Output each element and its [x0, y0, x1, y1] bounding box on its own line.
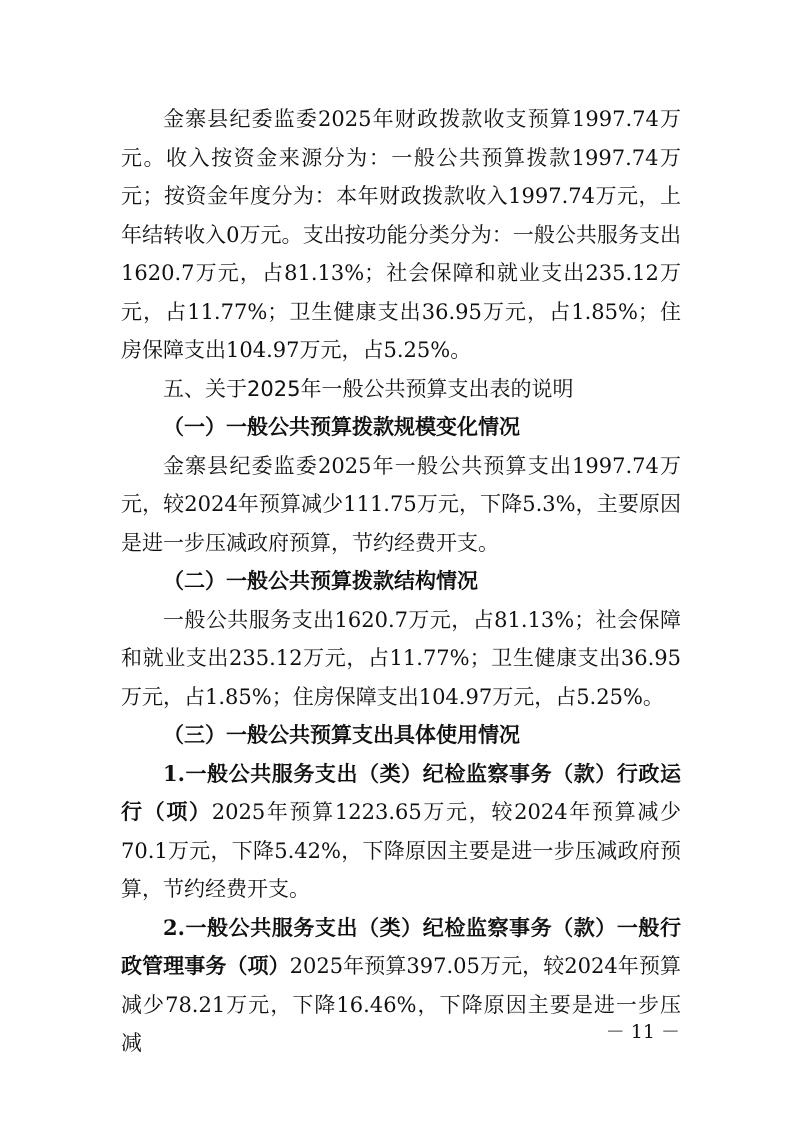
item-2-paragraph	[121, 909, 681, 1063]
budget-summary-paragraph: 金寨县纪委监委2025年财政拨款收支预算1997.74万元。收入按资金来源分为：一般公共预算拨款1997.74万元；按资金年度分为：本年财政拨款收入1997.74万元，上年结转收入0万元。支出按功能分类分为：一般公共服务支出1620.7万元，占81.13%；社会保障和就业支出235.12万元，占11.77%；卫生健康支出36.95万元，占1.85%；住房保障支出104.97万元，占5.25%。	[121, 107, 681, 362]
document-body	[121, 100, 681, 1063]
budget-structure-paragraph: 一般公共服务支出1620.7万元，占81.13%；社会保障和就业支出235.12万元，占11.77%；卫生健康支出36.95万元，占1.85%；住房保障支出104.97万元，占5.25%。	[121, 607, 681, 709]
budget-scale-paragraph: 金寨县纪委监委2025年一般公共预算支出1997.74万元，较2024年预算减少111.75万元，下降5.3%，主要原因是进一步压减政府预算，节约经费开支。	[121, 453, 681, 555]
section-heading-5: 五、关于2025年一般公共预算支出表的说明	[163, 376, 574, 401]
subsection-heading-2: （二）一般公共预算拨款结构情况	[163, 568, 478, 593]
subsection-heading-1: （一）一般公共预算拨款规模变化情况	[163, 414, 520, 439]
subsection-heading-3: （三）一般公共预算支出具体使用情况	[163, 722, 520, 747]
item-1-paragraph	[121, 755, 681, 909]
item-2-text: 2025年预算397.05万元，较2024年预算减少78.21万元，下降16.46%，下降原因主要是进一步压减	[121, 954, 681, 1055]
item-2-title: 2.一般公共服务支出（类）纪检监察事务（款）一般行政管理事务（项）	[121, 914, 681, 978]
item-1-title: 1.一般公共服务支出（类）纪检监察事务（款）行政运行（项）	[121, 760, 681, 824]
item-1-text: 2025年预算1223.65万元，较2024年预算减少70.1万元，下降5.42%，下降原因主要是进一步压减政府预算，节约经费开支。	[121, 800, 682, 901]
page-number: － 11 －	[605, 1021, 680, 1043]
